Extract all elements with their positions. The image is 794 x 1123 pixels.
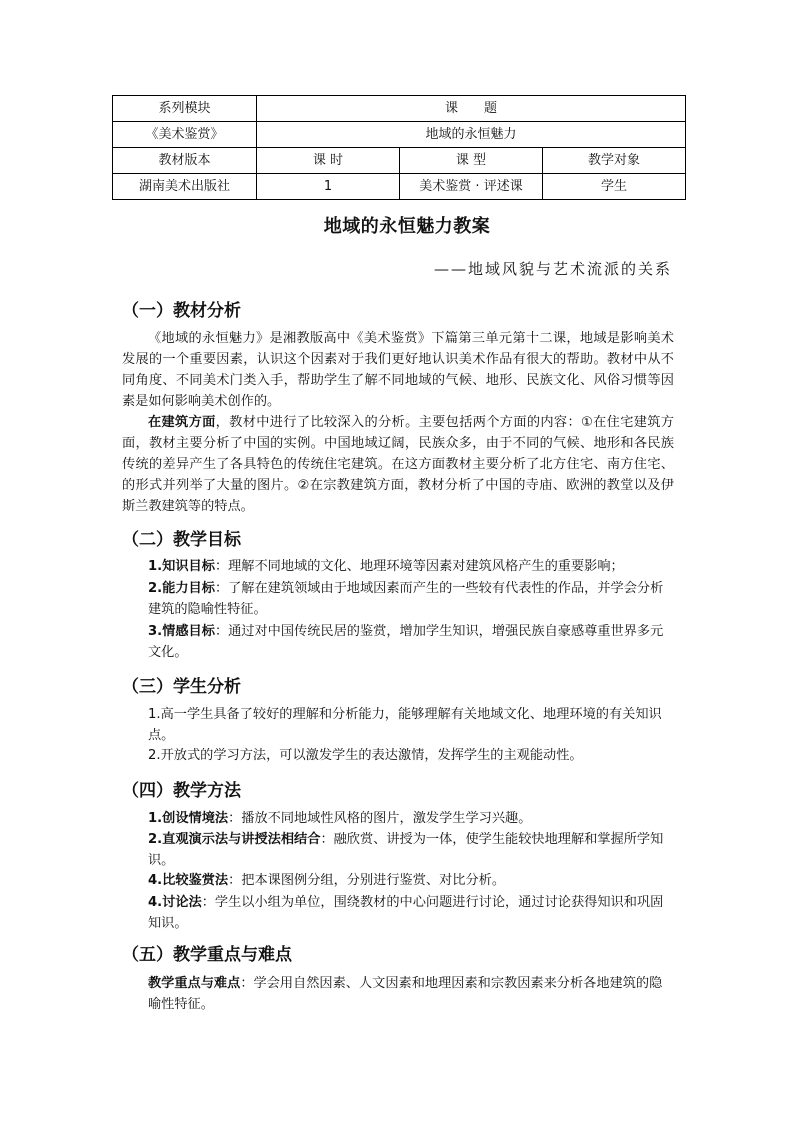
paragraph-text: ，教材中进行了比较深入的分析。主要包括两个方面的内容：①在住宅建筑方面，教材主要分析了中国的实例。中国地域辽阔，民族众多，由于不同的气候、地形和各民族传统的差异产生了各具特色的传统住宅建筑。在这方面教材主要分析了北方住宅、南方住宅、的形式并列举了大量的图片。②在宗教建筑方面，教材分析了中国的寺庙、欧洲的教堂以及伊斯兰教建筑等的特点。 [122, 415, 674, 514]
table-cell: 课 型 [400, 148, 543, 174]
document-subtitle: ——地域风貌与艺术流派的关系 [433, 260, 672, 278]
item-label: 教学重点与难点 [148, 976, 241, 991]
table-row [113, 174, 686, 200]
table-cell: 教学对象 [543, 148, 686, 174]
list-item [122, 870, 674, 891]
keypoints-paragraph [122, 973, 674, 1015]
section-heading-students: （三）学生分析 [122, 677, 241, 697]
section-heading-goals: （二）教学目标 [122, 530, 241, 550]
item-text: ：理解不同地域的文化、地理环境等因素对建筑风格产生的重要影响； [214, 559, 624, 574]
table-cell: 湖南美术出版社 [113, 174, 257, 200]
item-text: ：融欣赏、讲授为一体，使学生能较快地理解和掌握所学知识。 [148, 832, 664, 868]
materials-paragraph-1: 《地域的永恒魅力》是湘教版高中《美术鉴赏》下篇第三单元第十二课，地域是影响美术发展的一个重要因素，认识这个因素对于我们更好地认识美术作品有很大的帮助。教材中从不同角度、不同美术门类入手，帮助学生了解不同地域的气候、地形、民族文化、风俗习惯等因素是如何影响美术创作的。 [122, 331, 674, 409]
table-row [113, 122, 686, 148]
list-item [122, 704, 674, 746]
item-text: ：通过对中国传统民居的鉴赏，增加学生知识，增强民族自豪感尊重世界多元文化。 [148, 624, 664, 660]
list-item [122, 556, 674, 577]
item-text: ：学会用自然因素、人文因素和地理因素和宗教因素来分析各地建筑的隐喻性特征。 [148, 976, 663, 1012]
item-text: ：把本课图例分组，分别进行鉴赏、对比分析。 [228, 873, 506, 888]
materials-paragraph-2 [122, 412, 674, 517]
table-cell: 学生 [543, 174, 686, 200]
item-label: 4.讨论法 [148, 895, 202, 910]
item-text: ：播放不同地域性风格的图片，激发学生学习兴趣。 [228, 811, 532, 826]
list-item [122, 829, 674, 871]
table-cell: 美术鉴赏 · 评述课 [400, 174, 543, 200]
item-label: 2.直观演示法与讲授法相结合 [148, 832, 321, 847]
item-label: 1.创设情境法 [148, 811, 229, 826]
item-label: 2.能力目标 [148, 581, 215, 596]
table-cell: 系列模块 [113, 96, 257, 122]
table-row [113, 96, 686, 122]
table-cell: 地域的永恒魅力 [257, 122, 686, 148]
item-text: 1.高一学生具备了较好的理解和分析能力，能够理解有关地域文化、地理环境的有关知识点。 [148, 707, 662, 743]
table-row [113, 148, 686, 174]
list-item [122, 892, 674, 934]
item-text: ：了解在建筑领域由于地域因素而产生的一些较有代表性的作品，并学会分析建筑的隐喻性特征。 [148, 581, 664, 617]
emphasis-text: 在建筑方面 [148, 415, 216, 430]
item-label: 1.知识目标 [148, 559, 215, 574]
table-cell: 《美术鉴赏》 [113, 122, 257, 148]
table-cell: 教材版本 [113, 148, 257, 174]
item-label: 3.情感目标 [148, 624, 215, 639]
item-label: 4.比较鉴赏法 [148, 873, 229, 888]
item-text: 2.开放式的学习方法，可以激发学生的表达激情，发挥学生的主观能动性。 [148, 748, 583, 763]
list-item [122, 621, 674, 663]
lesson-info-table [112, 95, 686, 200]
section-heading-keypoints: （五）教学重点与难点 [122, 945, 292, 965]
section-heading-methods: （四）教学方法 [122, 781, 241, 801]
table-cell: 1 [257, 174, 400, 200]
table-cell: 课 题 [257, 96, 686, 122]
item-text: ：学生以小组为单位，围绕教材的中心问题进行讨论，通过讨论获得知识和巩固知识。 [148, 895, 664, 931]
list-item [122, 578, 674, 620]
document-title: 地域的永恒魅力教案 [323, 216, 491, 237]
list-item [122, 745, 674, 766]
table-cell: 课 时 [257, 148, 400, 174]
list-item [122, 808, 674, 829]
section-heading-materials: （一）教材分析 [122, 301, 241, 321]
